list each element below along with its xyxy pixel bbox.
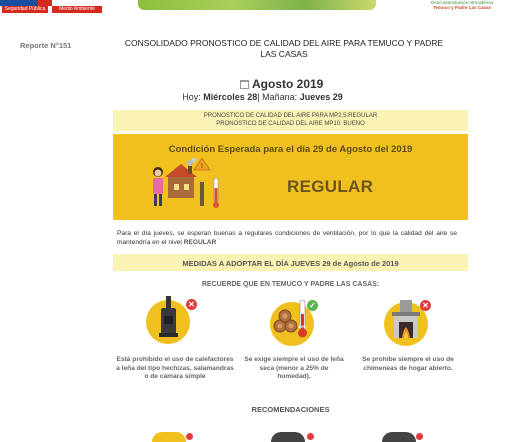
forecast-mp10: PRONOSTICO DE CALIDAD DEL AIRE MP10: BUENO: [216, 120, 365, 127]
forecast-paragraph: [117, 229, 457, 247]
woman-smog-illustration: [150, 158, 230, 212]
condition-title: Condición Esperada para el día 29 de Agosto del 2019: [168, 144, 413, 155]
forecast-box: [113, 110, 468, 131]
report-title: CONSOLIDADO PRONOSTICO DE CALIDAD DEL AIRE PARA TEMUCO Y PADRE LAS CASAS: [124, 38, 444, 59]
gov-logo-label-security: Seguridad Pública: [2, 6, 48, 13]
decontamination-logo: [426, 0, 498, 14]
prohibited-badge-icon: [416, 433, 423, 440]
today-value: Miércoles 28: [203, 92, 258, 102]
recommendation-icon: [271, 432, 305, 442]
fireplace-icon: [388, 300, 424, 342]
recommendations-title: RECOMENDACIONES: [251, 405, 330, 414]
calendar-icon: [240, 80, 249, 89]
prohibited-badge-icon: [307, 433, 314, 440]
condition-level: REGULAR: [287, 177, 374, 196]
government-logo: [0, 0, 110, 14]
stove-icon: [152, 296, 184, 342]
prohibited-badge-icon: ✕: [186, 299, 197, 310]
landscape-banner: [138, 0, 376, 10]
measures-title: MEDIDAS A ADOPTAR EL DÍA JUEVES 29 de Agosto de 2019: [182, 259, 399, 268]
report-number: Reporte N°151: [20, 41, 72, 50]
prohibited-badge-icon: [186, 433, 193, 440]
firewood-caption: Se exige siempre el uso de leña seca (menor a 25% de humedad).: [244, 356, 344, 380]
tomorrow-value: Jueves 29: [299, 92, 343, 102]
stove-caption: Está prohibido el uso de calefactores a leña del tipo hechizas, salamandras o de cámara simple: [116, 356, 234, 380]
recommendation-icon: [382, 432, 416, 442]
recommendation-icon: [152, 432, 186, 442]
decontamination-logo-line-2: Temuco y Padre Las Casas: [433, 5, 491, 10]
thermometer-label: 25%: [298, 324, 307, 329]
gov-logo-label-environment: Medio Ambiente: [52, 6, 102, 13]
allowed-badge-icon: ✓: [307, 300, 318, 311]
day-line: [0, 92, 525, 102]
today-label: Hoy:: [182, 92, 201, 102]
remember-subtitle: RECUERDE QUE EN TEMUCO Y PADRE LAS CASAS:: [201, 281, 380, 288]
fireplace-caption: Se prohíbe siempre el uso de chimeneas de hogar abierto.: [362, 356, 454, 372]
paragraph-text: Para el día jueves, se esperan buenas a regulares condiciones de ventilación, por lo que la calidad del aire se mantendría en el nivel: [117, 230, 457, 246]
svg-text:!: !: [201, 163, 203, 170]
prohibited-badge-icon: ✕: [420, 300, 431, 311]
report-month: Agosto 2019: [252, 77, 324, 91]
tomorrow-label: Mañana:: [262, 92, 298, 102]
decontamination-logo-line-1: Descontaminación Atmosférica: [431, 0, 493, 5]
forecast-mp25: PRONOSTICO DE CALIDAD DEL AIRE PARA MP2,5:REGULAR: [203, 113, 378, 119]
paragraph-level: REGULAR: [183, 239, 217, 246]
day-separator: |: [257, 92, 260, 102]
